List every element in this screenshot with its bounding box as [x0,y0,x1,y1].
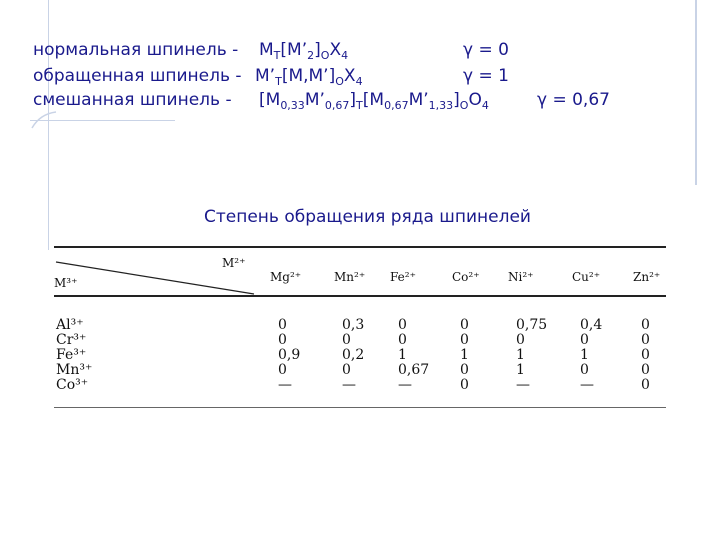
table-cell: 0 [398,317,407,333]
table-cell: 1 [398,347,407,363]
row-header: Cr³⁺ [56,332,87,348]
gamma-value: γ = 1 [463,66,509,86]
table-bottom-rule [54,407,666,408]
formula-expression: $M’_T[M,M’]_OX_4$ [255,66,363,88]
row-header: Al³⁺ [56,317,84,333]
decorative-arc [30,108,60,138]
column-header: Cu²⁺ [572,270,601,284]
decorative-line-right [695,0,697,185]
column-header: Mg²⁺ [270,270,302,284]
table-cell: — [278,377,292,393]
gamma-value: γ = 0 [463,40,509,60]
header-m2-label: M²⁺ [222,256,246,270]
table-cell: 0 [580,362,589,378]
table-cell: — [342,377,356,393]
table-cell: 0 [641,347,650,363]
formula-expression: $[M_{0,33}M’_{0,67}]_T[M_{0,67}M’_{1,33}]_OO_4$ [259,90,489,112]
row-header: Fe³⁺ [56,347,87,363]
table-cell: 0 [398,332,407,348]
gamma-value: γ = 0,67 [537,90,610,110]
table-cell: 0,75 [516,317,548,333]
row-header: Co³⁺ [56,377,89,393]
table-cell: — [398,377,412,393]
table-cell: 0 [580,332,589,348]
table-cell: 0,4 [580,317,603,333]
table-cell: — [580,377,594,393]
formula-label: обращенная шпинель - [33,66,242,86]
column-header: Ni²⁺ [508,270,534,284]
table-cell: 0 [342,332,351,348]
table-cell: 0 [278,317,287,333]
table-cell: 0,3 [342,317,365,333]
table-cell: 0 [278,362,287,378]
column-header: Mn²⁺ [334,270,366,284]
table-cell: 1 [580,347,589,363]
formula-label: смешанная шпинель - [33,90,232,110]
table-cell: 0 [460,377,469,393]
table-cell: 0 [460,362,469,378]
table-cell: 0 [460,317,469,333]
table-cell: 0,2 [342,347,365,363]
header-m3-label: M³⁺ [54,276,78,290]
table-cell: 1 [460,347,469,363]
column-header: Fe²⁺ [390,270,416,284]
column-header: Co²⁺ [452,270,480,284]
table-cell: — [516,377,530,393]
row-header: Mn³⁺ [56,362,93,378]
inversion-degree-table [48,236,678,418]
formula-expression: $M_T[M’_2]_OX_4$ [259,40,349,62]
table-caption: Степень обращения ряда шпинелей [204,207,531,227]
table-cell: 0 [641,377,650,393]
table-cell: 0 [460,332,469,348]
table-cell: 0 [342,362,351,378]
column-header: Zn²⁺ [633,270,661,284]
table-cell: 0,67 [398,362,430,378]
formula-label: нормальная шпинель - [33,40,239,60]
table-cell: 0,9 [278,347,301,363]
table-cell: 1 [516,362,525,378]
table-cell: 0 [278,332,287,348]
table-cell: 0 [641,332,650,348]
table-cell: 1 [516,347,525,363]
table-cell: 0 [641,317,650,333]
table-cell: 0 [516,332,525,348]
table-cell: 0 [641,362,650,378]
